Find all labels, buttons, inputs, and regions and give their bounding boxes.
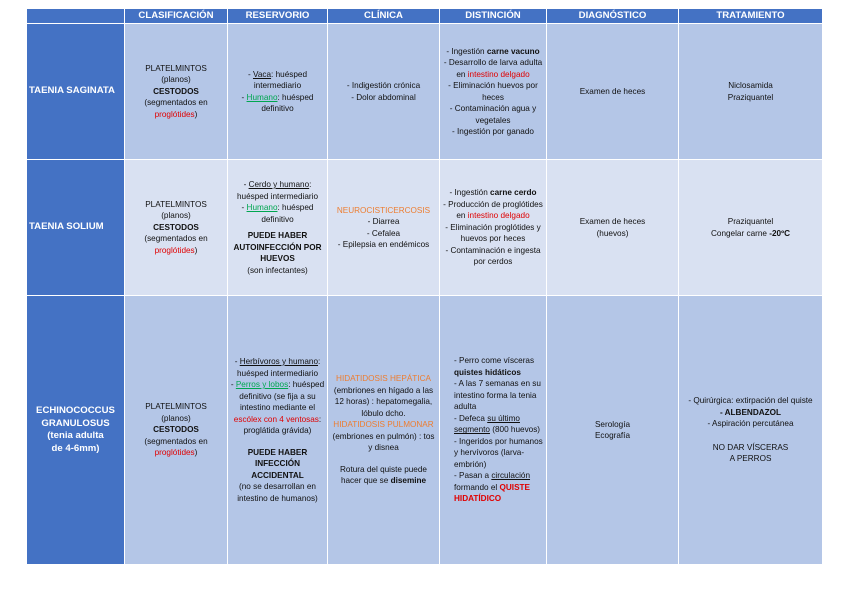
text: - Perro come vísceras <box>454 356 535 366</box>
text: intestino delgado <box>467 211 530 221</box>
text: - <box>243 180 249 189</box>
header-clinica: CLÍNICA <box>328 9 440 24</box>
text: - <box>230 380 236 389</box>
reservorio-cell <box>228 24 328 160</box>
text: - Ingestión <box>446 46 487 56</box>
diagnostico-cell <box>547 24 679 160</box>
text: : huésped definitivo <box>261 203 314 224</box>
text: - Aspiración percutánea <box>707 419 794 429</box>
text: (planos) <box>161 211 191 221</box>
text: Vaca <box>252 69 272 79</box>
text: proglótides <box>154 245 195 255</box>
text: quistes hidáticos <box>454 367 521 377</box>
text: Humano <box>246 92 278 102</box>
text: : huésped intermediario <box>236 180 318 201</box>
text: : huésped intermediario <box>236 357 321 378</box>
text: formando el <box>454 482 500 492</box>
text: disemine <box>390 476 427 486</box>
text: CESTODOS <box>153 86 199 96</box>
text: Examen de heces <box>579 217 646 226</box>
text: - Producción de proglótides en <box>443 199 543 221</box>
header-corner <box>27 9 125 24</box>
text: : huésped definitivo (se fija a su intestino mediante el <box>239 380 325 412</box>
text: de 4-6mm) <box>51 442 100 454</box>
text: Congelar carne <box>710 228 770 238</box>
text: - Contaminación agua y vegetales <box>449 104 537 125</box>
text: - Ingestión por ganado <box>452 127 534 136</box>
text: ) <box>194 109 198 119</box>
text: - <box>234 357 240 366</box>
text: Perros y lobos <box>235 380 289 389</box>
text: (segmentados en <box>144 234 208 244</box>
text: HIDATIDOSIS PULMONAR <box>333 420 434 430</box>
text: Examen de heces <box>579 86 646 96</box>
text: QUISTE HIDATÍDICO <box>454 482 530 504</box>
text: - Diarrea <box>367 217 400 226</box>
table-row <box>27 160 823 296</box>
tratamiento-cell <box>679 24 823 160</box>
text: - Contaminación e ingesta por cerdos <box>445 245 541 267</box>
text: : huésped intermediario <box>253 69 308 90</box>
text: CESTODOS <box>153 222 199 232</box>
text: - Ingestión <box>449 188 491 198</box>
reservorio-cell <box>228 160 328 296</box>
text: (planos) <box>161 75 191 85</box>
text: su último segmento <box>454 413 520 435</box>
text: PLATELMINTOS <box>145 63 207 73</box>
reservorio-cell <box>228 296 328 565</box>
diagnostico-cell <box>547 296 679 565</box>
text: Niclosamida <box>728 81 773 90</box>
table-row <box>27 24 823 160</box>
text: HIDATIDOSIS HEPÁTICA <box>336 374 431 384</box>
text: Praziquantel <box>727 217 774 226</box>
header-clasificacion: CLASIFICACIÓN <box>125 9 228 24</box>
text: - <box>241 203 247 212</box>
tratamiento-cell <box>679 296 823 565</box>
text: GRANULOSUS <box>41 417 110 429</box>
text: - <box>241 92 247 102</box>
clinica-cell <box>328 296 440 565</box>
text: proglótides <box>154 109 195 119</box>
text: - Dolor abdominal <box>351 92 416 102</box>
parasites-table <box>26 8 823 565</box>
text: PUEDE HABER INFECCIÓN ACCIDENTAL <box>247 447 308 480</box>
row-label: TAENIA SAGINATA <box>27 24 125 160</box>
text: A PERROS <box>729 454 772 464</box>
clasificacion-cell <box>125 24 228 160</box>
tratamiento-cell <box>679 160 823 296</box>
text: - Eliminación proglótides y huevos por heces <box>445 222 541 244</box>
text: PUEDE HABER AUTOINFECCIÓN POR HUEVOS <box>233 231 322 263</box>
text: (segmentados en <box>144 436 208 446</box>
text: (no se desarrollan en intestino de humanos) <box>237 482 318 503</box>
header-tratamiento: TRATAMIENTO <box>679 9 823 24</box>
row-label: TAENIA SOLIUM <box>27 160 125 296</box>
distincion-cell <box>440 296 547 565</box>
text: proglótides <box>154 448 195 458</box>
text: Rotura del quiste puede hacer que se <box>340 464 427 486</box>
text: (tenia adulta <box>47 430 104 441</box>
text: : huésped definitivo <box>261 92 314 113</box>
text: PLATELMINTOS <box>145 199 207 209</box>
text: - Ingeridos por humanos y hervívoros (larva-embrión) <box>454 436 543 469</box>
text: Praziquantel <box>727 92 774 102</box>
text: - Defeca <box>454 413 488 423</box>
text: -20ºC <box>769 228 790 238</box>
text: CESTODOS <box>153 425 199 435</box>
text: - Epilepsia en endémicos <box>337 240 430 249</box>
text: Ecografía <box>594 431 631 440</box>
text: NO DAR VÍSCERAS <box>712 442 789 452</box>
text: Humano <box>246 203 278 212</box>
row-label <box>27 296 125 565</box>
text: - Eliminación huevos por heces <box>448 81 538 102</box>
text: NEUROCISTICERCOSIS <box>336 205 431 215</box>
text: - Cefalea <box>366 228 401 238</box>
text: - Pasan a <box>454 471 492 481</box>
text: ) <box>194 245 198 255</box>
clinica-cell <box>328 24 440 160</box>
text: (embriones en pulmón) : tos y disnea <box>332 431 435 453</box>
header-row <box>27 9 823 24</box>
text: : proglátida grávida) <box>243 414 322 435</box>
text: PLATELMINTOS <box>145 402 207 412</box>
header-distincion: DISTINCIÓN <box>440 9 547 24</box>
text: (huevos) <box>596 228 629 238</box>
text: - Quirúrgica: extirpación del quiste <box>688 396 813 406</box>
text: carne cerdo <box>490 188 537 198</box>
text: ) <box>194 448 198 458</box>
text: ECHINOCOCCUS <box>36 405 115 416</box>
text: Serología <box>594 419 631 429</box>
text: (planos) <box>161 413 191 423</box>
diagnostico-cell <box>547 160 679 296</box>
text: escólex con 4 ventosas <box>233 414 319 424</box>
text: - Indigestión crónica <box>346 81 421 90</box>
text: circulación <box>491 471 531 481</box>
text: (embriones en hígado a las 12 horas) : hepatomegalia, lóbulo dcho. <box>333 385 434 418</box>
header-reservorio: RESERVORIO <box>228 9 328 24</box>
text: carne vacuno <box>486 46 540 56</box>
clasificacion-cell <box>125 296 228 565</box>
text: intestino delgado <box>467 69 530 79</box>
text: - <box>247 69 253 79</box>
text: Cerdo y humano <box>248 180 310 189</box>
clinica-cell <box>328 160 440 296</box>
text: Herbívoros y humano <box>239 357 318 366</box>
text: (segmentados en <box>144 98 208 108</box>
clasificacion-cell <box>125 160 228 296</box>
text: - A las 7 semanas en su intestino forma la tenia adulta <box>454 379 541 412</box>
distincion-cell <box>440 24 547 160</box>
table-row <box>27 296 823 565</box>
distincion-cell <box>440 160 547 296</box>
header-diagnostico: DIAGNÓSTICO <box>547 9 679 24</box>
text: (son infectantes) <box>247 265 308 275</box>
text: (800 huevos) <box>489 425 541 435</box>
text: - ALBENDAZOL <box>719 407 782 417</box>
text: - Desarrollo de larva adulta en <box>443 58 543 79</box>
